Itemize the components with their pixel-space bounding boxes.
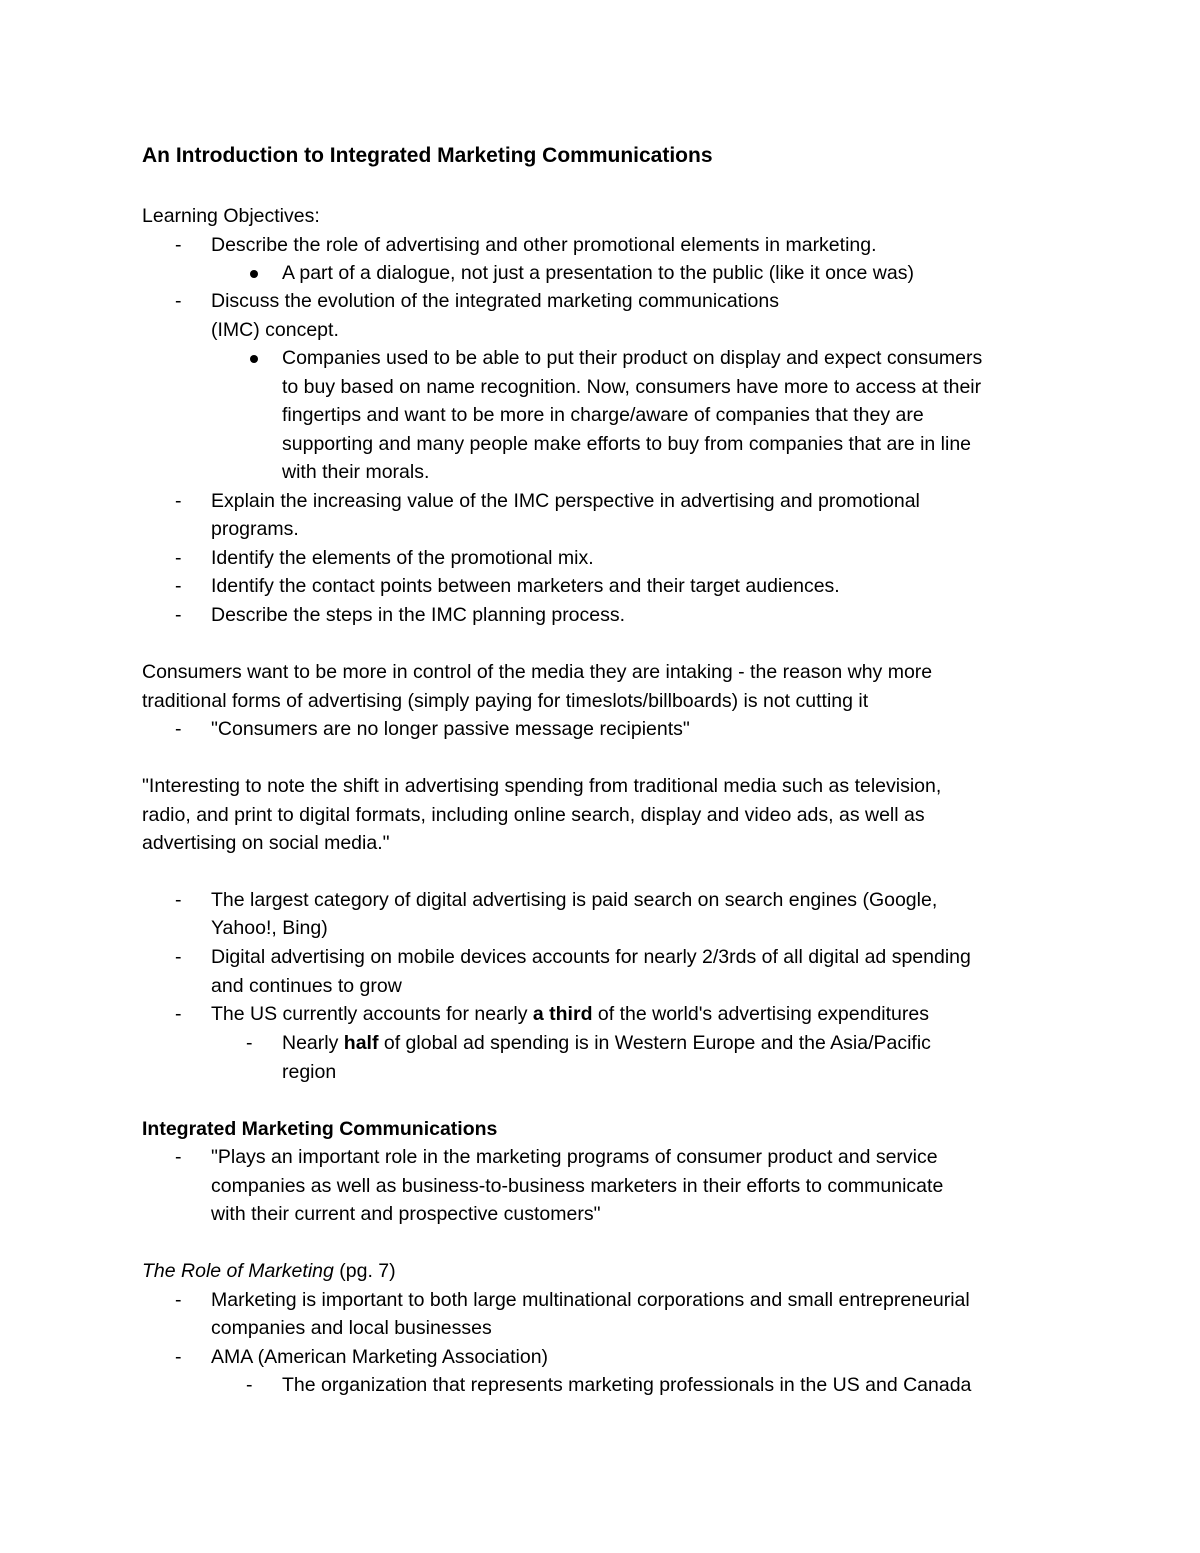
dash-marker: - xyxy=(175,718,182,740)
learning-objectives-heading: Learning Objectives: xyxy=(142,205,320,227)
bullet-dot xyxy=(250,355,258,363)
digital-sub-line-1: Nearly half of global ad spending is in Western Europe and the Asia/Pacific xyxy=(282,1032,931,1054)
dash-marker: - xyxy=(175,1003,182,1025)
objective-3-line-1: Explain the increasing value of the IMC perspective in advertising and promotional xyxy=(211,490,920,512)
imc-quote-line-3: with their current and prospective customers" xyxy=(211,1203,601,1225)
consumers-paragraph-line-1: Consumers want to be more in control of the media they are intaking - the reason why more xyxy=(142,661,933,683)
imc-quote-line-1: "Plays an important role in the marketing programs of consumer product and service xyxy=(211,1146,938,1168)
dash-marker: - xyxy=(175,1346,182,1368)
dash-marker: - xyxy=(175,547,182,569)
bullet-dot xyxy=(250,270,258,278)
imc-quote-line-2: companies as well as business-to-business marketers in their efforts to communicate xyxy=(211,1175,944,1197)
objective-1: Describe the role of advertising and other promotional elements in marketing. xyxy=(211,234,877,256)
spending-quote-line-2: radio, and print to digital formats, including online search, display and video ads, as well as xyxy=(142,804,925,826)
dash-marker: - xyxy=(175,946,182,968)
spending-quote-line-1: "Interesting to note the shift in advertising spending from traditional media such as television, xyxy=(142,775,942,797)
digital-item-1-line-1: The largest category of digital advertising is paid search on search engines (Google, xyxy=(211,889,938,911)
dash-marker: - xyxy=(175,1289,182,1311)
objective-2-note-line-1: Companies used to be able to put their product on display and expect consumers xyxy=(282,347,983,369)
objective-2-note-line-3: fingertips and want to be more in charge/aware of companies that they are xyxy=(282,404,924,426)
role-item-1-line-1: Marketing is important to both large multinational corporations and small entrepreneurial xyxy=(211,1289,970,1311)
dash-marker: - xyxy=(175,889,182,911)
objective-3-line-2: programs. xyxy=(211,518,299,540)
spending-quote-line-3: advertising on social media." xyxy=(142,832,390,854)
dash-marker: - xyxy=(246,1032,253,1054)
emphasis-a-third: a third xyxy=(532,1003,593,1025)
digital-sub-line-2: region xyxy=(282,1061,337,1083)
digital-item-3: The US currently accounts for nearly a third of the world's advertising expenditures xyxy=(211,1003,929,1025)
role-heading-title: The Role of Marketing xyxy=(142,1260,334,1282)
digital-item-2-line-2: and continues to grow xyxy=(211,975,402,997)
digital-item-2-line-1: Digital advertising on mobile devices accounts for nearly 2/3rds of all digital ad spending xyxy=(211,946,971,968)
objective-2-note-line-2: to buy based on name recognition. Now, consumers have more to access at their xyxy=(282,376,982,398)
dash-marker: - xyxy=(175,290,182,312)
imc-heading: Integrated Marketing Communications xyxy=(142,1118,498,1140)
role-sub-item: The organization that represents marketing professionals in the US and Canada xyxy=(282,1374,972,1396)
role-heading-page: (pg. 7) xyxy=(333,1260,396,1282)
emphasis-half: half xyxy=(343,1032,379,1054)
dash-marker: - xyxy=(175,1146,182,1168)
role-heading xyxy=(142,1257,396,1285)
objective-2-note-line-5: with their morals. xyxy=(282,461,430,483)
objective-5: Identify the contact points between marketers and their target audiences. xyxy=(211,575,840,597)
dash-marker: - xyxy=(175,604,182,626)
dash-marker: - xyxy=(175,490,182,512)
objective-2-note-line-4: supporting and many people make efforts to buy from companies that are in line xyxy=(282,433,972,455)
role-item-1-line-2: companies and local businesses xyxy=(211,1317,492,1339)
consumers-quote: "Consumers are no longer passive message recipients" xyxy=(211,718,690,740)
document-title: An Introduction to Integrated Marketing Communications xyxy=(142,144,713,167)
objective-1-note: A part of a dialogue, not just a presentation to the public (like it once was) xyxy=(282,262,914,284)
consumers-paragraph-line-2: traditional forms of advertising (simply paying for timeslots/billboards) is not cutting it xyxy=(142,690,869,712)
dash-marker: - xyxy=(246,1374,253,1396)
objective-6: Describe the steps in the IMC planning process. xyxy=(211,604,626,626)
objective-2-line-1: Discuss the evolution of the integrated marketing communications xyxy=(211,290,779,312)
objective-4: Identify the elements of the promotional mix. xyxy=(211,547,594,569)
digital-item-1-line-2: Yahoo!, Bing) xyxy=(211,917,328,939)
dash-marker: - xyxy=(175,575,182,597)
objective-2-line-2: (IMC) concept. xyxy=(211,319,339,341)
role-item-2: AMA (American Marketing Association) xyxy=(211,1346,549,1368)
dash-marker: - xyxy=(175,234,182,256)
